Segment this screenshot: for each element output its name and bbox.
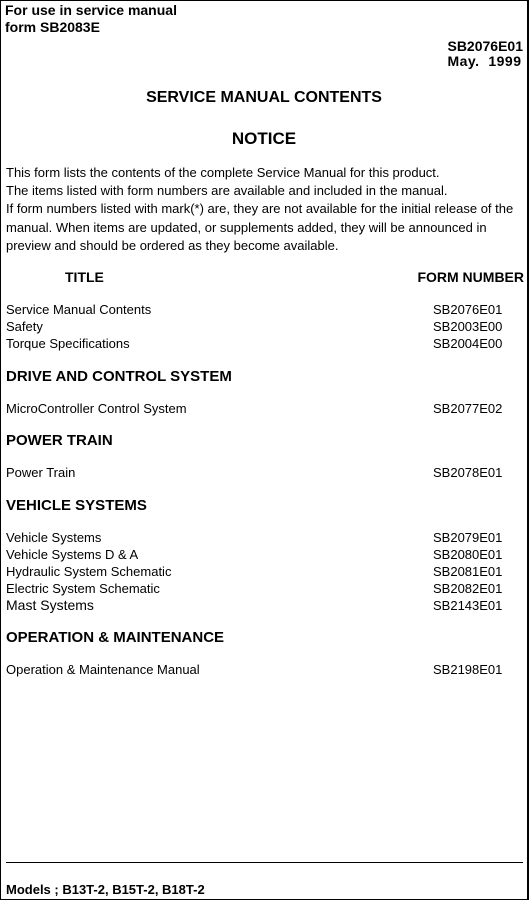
list-item	[6, 546, 503, 563]
item-form-number: SB2078E01	[433, 465, 503, 480]
item-title: Hydraulic System Schematic	[6, 564, 172, 579]
usage-line-2: form SB2083E	[5, 19, 100, 35]
item-title: Operation & Maintenance Manual	[6, 662, 200, 677]
list-item	[6, 580, 503, 597]
doc-id-block	[447, 39, 523, 69]
models-footer: Models ; B13T-2, B15T-2, B18T-2	[6, 882, 205, 897]
notice-line: The items listed with form numbers are available and included in the manual.	[6, 183, 448, 199]
item-title: MicroController Control System	[6, 401, 187, 416]
list-item	[6, 563, 503, 580]
item-title: Power Train	[6, 465, 76, 480]
item-form-number: SB2076E01	[433, 302, 503, 317]
notice-text	[6, 164, 521, 255]
item-form-number: SB2143E01	[433, 598, 503, 613]
item-form-number: SB2004E00	[433, 336, 503, 351]
item-form-number: SB2081E01	[433, 564, 503, 579]
list-item	[6, 529, 503, 546]
list-item	[6, 597, 503, 614]
list-item	[6, 335, 503, 352]
item-form-number: SB2082E01	[433, 581, 503, 596]
notice-line: If form numbers listed with mark(*) are, they are not available for the initial release of the	[6, 201, 514, 217]
list-item	[6, 301, 503, 318]
doc-number: SB2076E01	[447, 38, 523, 54]
list-item	[6, 464, 503, 481]
footer-divider	[6, 862, 523, 863]
list-item	[6, 318, 503, 335]
section-heading: POWER TRAIN	[6, 432, 113, 449]
item-form-number: SB2077E02	[433, 401, 503, 416]
item-title: Service Manual Contents	[6, 302, 152, 317]
list-item	[6, 661, 503, 678]
section-heading: DRIVE AND CONTROL SYSTEM	[6, 368, 232, 385]
notice-line: This form lists the contents of the complete Service Manual for this product.	[6, 165, 440, 180]
page-title: SERVICE MANUAL CONTENTS	[146, 89, 382, 106]
item-form-number: SB2079E01	[433, 530, 503, 545]
form-number-column-header: FORM NUMBER	[417, 269, 524, 285]
usage-note	[5, 2, 177, 36]
item-title: Mast Systems	[6, 597, 94, 613]
item-form-number: SB2198E01	[433, 662, 503, 677]
item-title: Vehicle Systems D & A	[6, 547, 139, 562]
item-title: Vehicle Systems	[6, 530, 102, 545]
section-heading: OPERATION & MAINTENANCE	[6, 629, 225, 646]
doc-date: May. 1999	[447, 53, 522, 69]
item-title: Safety	[6, 319, 43, 334]
title-column-header: TITLE	[65, 269, 104, 285]
notice-line: preview and should be ordered as they become available.	[6, 237, 339, 253]
item-title: Torque Specifications	[6, 336, 130, 351]
notice-line: manual. When items are updated, or supplements added, they will be announced in	[6, 219, 487, 235]
item-form-number: SB2080E01	[433, 547, 503, 562]
item-form-number: SB2003E00	[433, 319, 503, 334]
item-title: Electric System Schematic	[6, 581, 160, 596]
list-item	[6, 400, 503, 417]
section-heading: VEHICLE SYSTEMS	[6, 497, 147, 514]
usage-line-1: For use in service manual	[5, 2, 177, 18]
notice-heading: NOTICE	[231, 129, 297, 148]
